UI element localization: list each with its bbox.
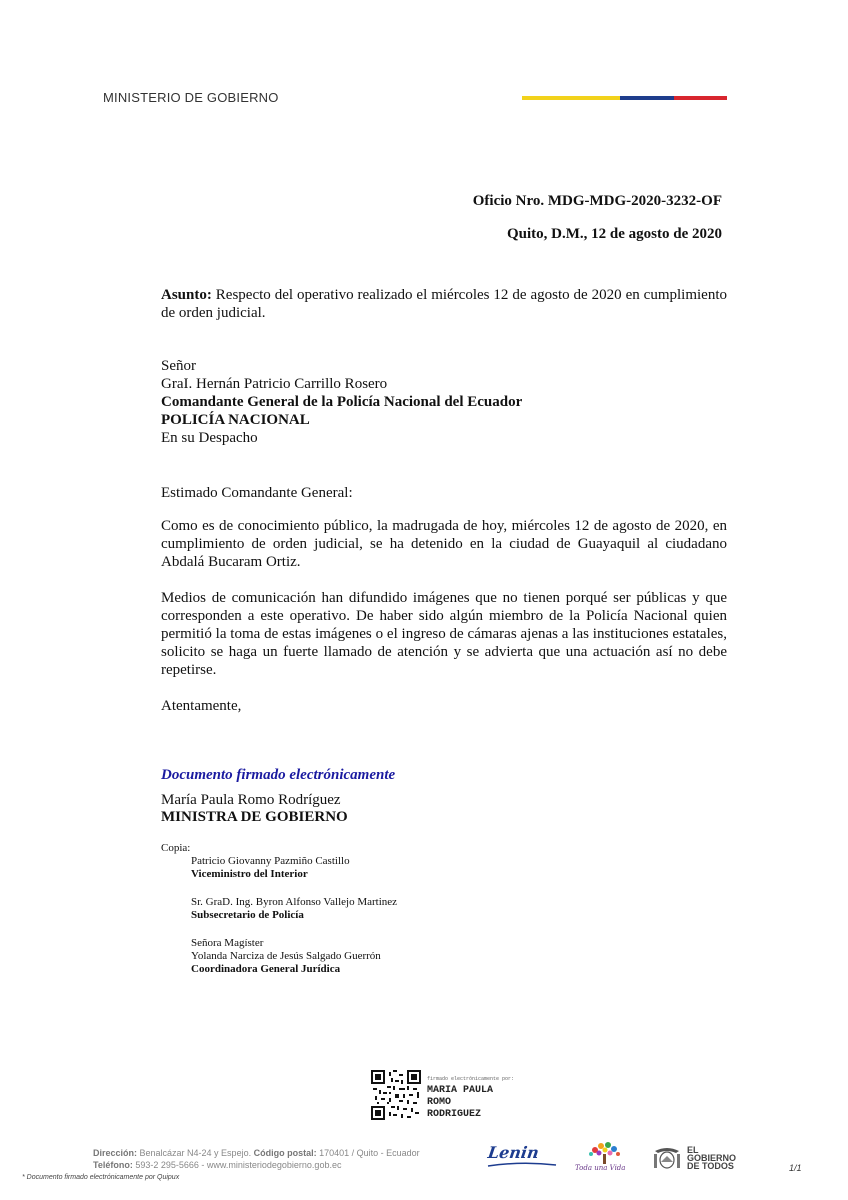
copy-role: Viceministro del Interior (191, 868, 308, 880)
flag-red-stripe (674, 96, 727, 100)
stamp-caption: firmado electrónicamente por: (427, 1076, 515, 1082)
lenin-logo: Lenin (486, 1143, 541, 1162)
copy-entry (191, 855, 397, 881)
copy-name: Patricio Giovanny Pazmiño Castillo (191, 855, 350, 867)
copy-name: Yolanda Narciza de Jesús Salgado Guerrón (191, 950, 381, 962)
copy-entry (191, 896, 397, 922)
copy-prefix: Señora Magíster (191, 937, 264, 949)
phone-value: 593-2 295-5666 - www.ministeriodegobierno.gob.ec (132, 1160, 342, 1170)
address-value: Benalcázar N4-24 y Espejo. (137, 1148, 252, 1158)
recipient-name: GraI. Hernán Patricio Carrillo Rosero (161, 376, 388, 392)
date-line: Quito, D.M., 12 de agosto de 2020 (507, 226, 722, 242)
stamp-signer (427, 1085, 493, 1121)
recipient-block (161, 357, 727, 447)
copies-label: Copia: (161, 842, 191, 854)
signer-name: María Paula Romo Rodríguez (161, 792, 341, 808)
flag-color-bar (522, 96, 727, 100)
lenin-swoosh-icon (486, 1162, 558, 1168)
stamp-line: ROMO (427, 1097, 452, 1108)
subject-text: Respecto del operativo realizado el miércoles 12 de agosto de 2020 en cumplimiento de orden judicial. (161, 287, 727, 321)
stamp-line: MARIA PAULA (427, 1085, 494, 1096)
paragraph-2: Medios de comunicación han difundido imágenes que no tienen porqué ser públicas y que corresponden a este operativo. De haber sido algún miembro de la Policía Nacional quien permitió la toma de estas imágenes o el ingreso de cámaras ajenas a las instituciones estatales, solicito se haga un fuerte llamado de atención y se advierta que una actuación así no debe repetirse. (161, 590, 727, 678)
ministry-name: MINISTERIO DE GOBIERNO (103, 90, 279, 105)
stamp-line: RODRIGUEZ (427, 1109, 482, 1120)
signer-title: MINISTRA DE GOBIERNO (161, 809, 348, 825)
phone-label: Teléfono: (93, 1160, 133, 1170)
gob-logo-line: EL (687, 1145, 699, 1155)
address-label: Dirección: (93, 1148, 138, 1158)
qr-code-icon (371, 1070, 421, 1120)
gobierno-de-todos-logo (687, 1146, 736, 1170)
flag-yellow-stripe (522, 96, 620, 100)
oficio-number: Oficio Nro. MDG-MDG-2020-3232-OF (472, 193, 722, 209)
greeting: Estimado Comandante General: (161, 485, 353, 501)
copy-entry (191, 937, 397, 976)
copy-role: Coordinadora General Jurídica (191, 963, 341, 975)
recipient-location: En su Despacho (161, 430, 258, 446)
closing: Atentamente, (161, 698, 242, 714)
gob-logo-line: GOBIERNO (687, 1153, 737, 1163)
postal-value: 170401 / Quito - Ecuador (316, 1148, 420, 1158)
gob-logo-line: DE TODOS (687, 1161, 734, 1171)
recipient-salutation: Señor (161, 358, 196, 374)
subject (161, 286, 727, 322)
recipient-institution: POLICÍA NACIONAL (161, 412, 310, 428)
recipient-position: Comandante General de la Policía Nacional del Ecuador (161, 394, 523, 410)
copies-block (161, 842, 397, 976)
page-number: 1/1 (789, 1163, 802, 1173)
copy-role: Subsecretario de Policía (191, 909, 304, 921)
copy-name: Sr. GraD. Ing. Byron Alfonso Vallejo Martinez (191, 896, 398, 908)
flag-blue-stripe (620, 96, 674, 100)
toda-una-vida-text: Toda una Vida (575, 1164, 626, 1172)
quipux-footnote: * Documento firmado electrónicamente por Quipux (22, 1174, 180, 1181)
footer-contact (93, 1147, 420, 1171)
subject-label: Asunto: (161, 287, 212, 303)
postal-label: Código postal: (253, 1148, 317, 1158)
ecuador-coat-of-arms-icon (652, 1145, 682, 1171)
electronic-signature-note: Documento firmado electrónicamente (161, 767, 396, 783)
paragraph-1: Como es de conocimiento público, la madrugada de hoy, miércoles 12 de agosto de 2020, en cumplimiento de orden judicial, se ha detenido en la ciudad de Guayaquil al ciudadano Abdalá Bucaram Ortiz. (161, 518, 727, 570)
